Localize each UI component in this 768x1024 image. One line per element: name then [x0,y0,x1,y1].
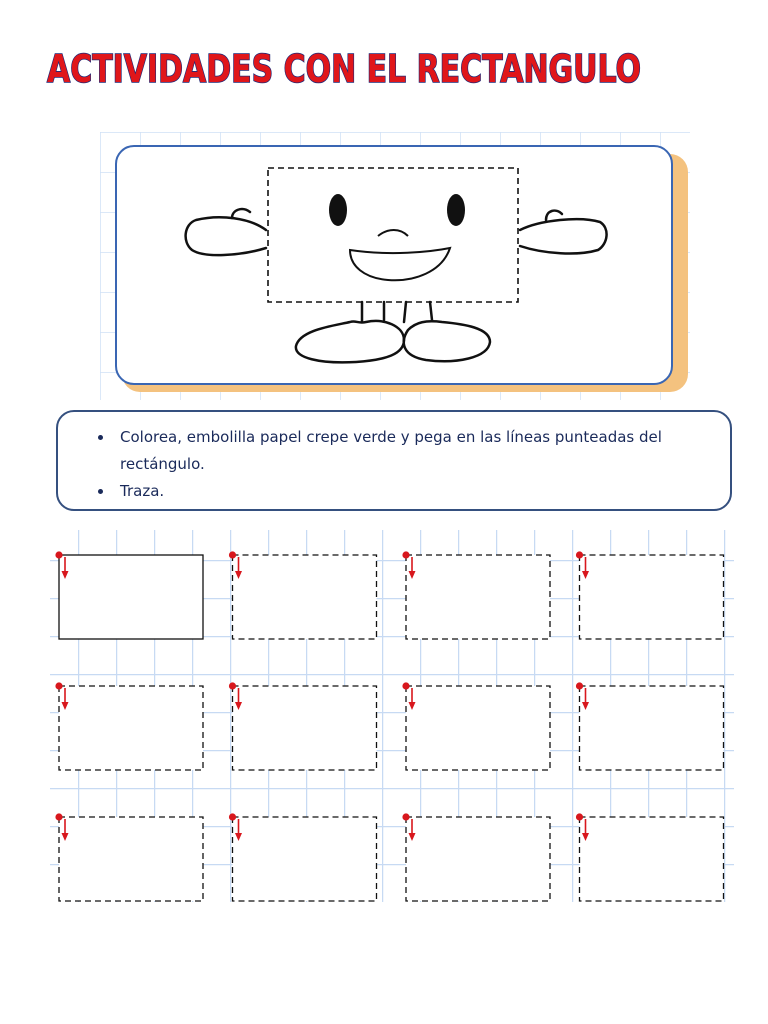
tracing-grid [50,530,734,902]
dashed-rectangle [233,817,377,901]
tracing-cell [576,682,724,770]
tracing-cell [576,551,724,639]
title-art [0,20,768,110]
dashed-rectangle [406,686,550,770]
tracing-exercise [50,530,734,902]
rectangle-character-illustration [100,132,690,400]
example-rectangle [59,555,203,639]
dashed-rectangle [233,686,377,770]
right-eye-icon [447,194,465,226]
tracing-cell [229,813,377,901]
tracing-cell [55,813,203,901]
title-text: ACTIVIDADES CON EL RECTANGULO [47,47,641,91]
dashed-rectangle [406,817,550,901]
tracing-cell [402,682,550,770]
tracing-cell [55,682,203,770]
dashed-rectangle [59,686,203,770]
instruction-item: Colorea, embolilla papel crepe verde y pega en las líneas punteadas del rectángulo. [96,424,710,478]
tracing-cell [229,682,377,770]
tracing-cell [402,551,550,639]
left-eye-icon [329,194,347,226]
instructions-list [96,424,710,505]
tracing-cell [229,551,377,639]
instruction-item: Traza. [96,478,710,505]
dashed-rectangle [580,555,724,639]
tracing-cell [402,813,550,901]
dashed-rectangle [233,555,377,639]
page-title [0,20,768,110]
dashed-rectangle [406,555,550,639]
dashed-rectangle [59,817,203,901]
tracing-cell [55,551,203,639]
illustration-art [100,132,690,400]
dashed-rectangle [580,817,724,901]
instructions-panel [56,410,732,511]
dashed-rectangle [580,686,724,770]
tracing-cell [576,813,724,901]
